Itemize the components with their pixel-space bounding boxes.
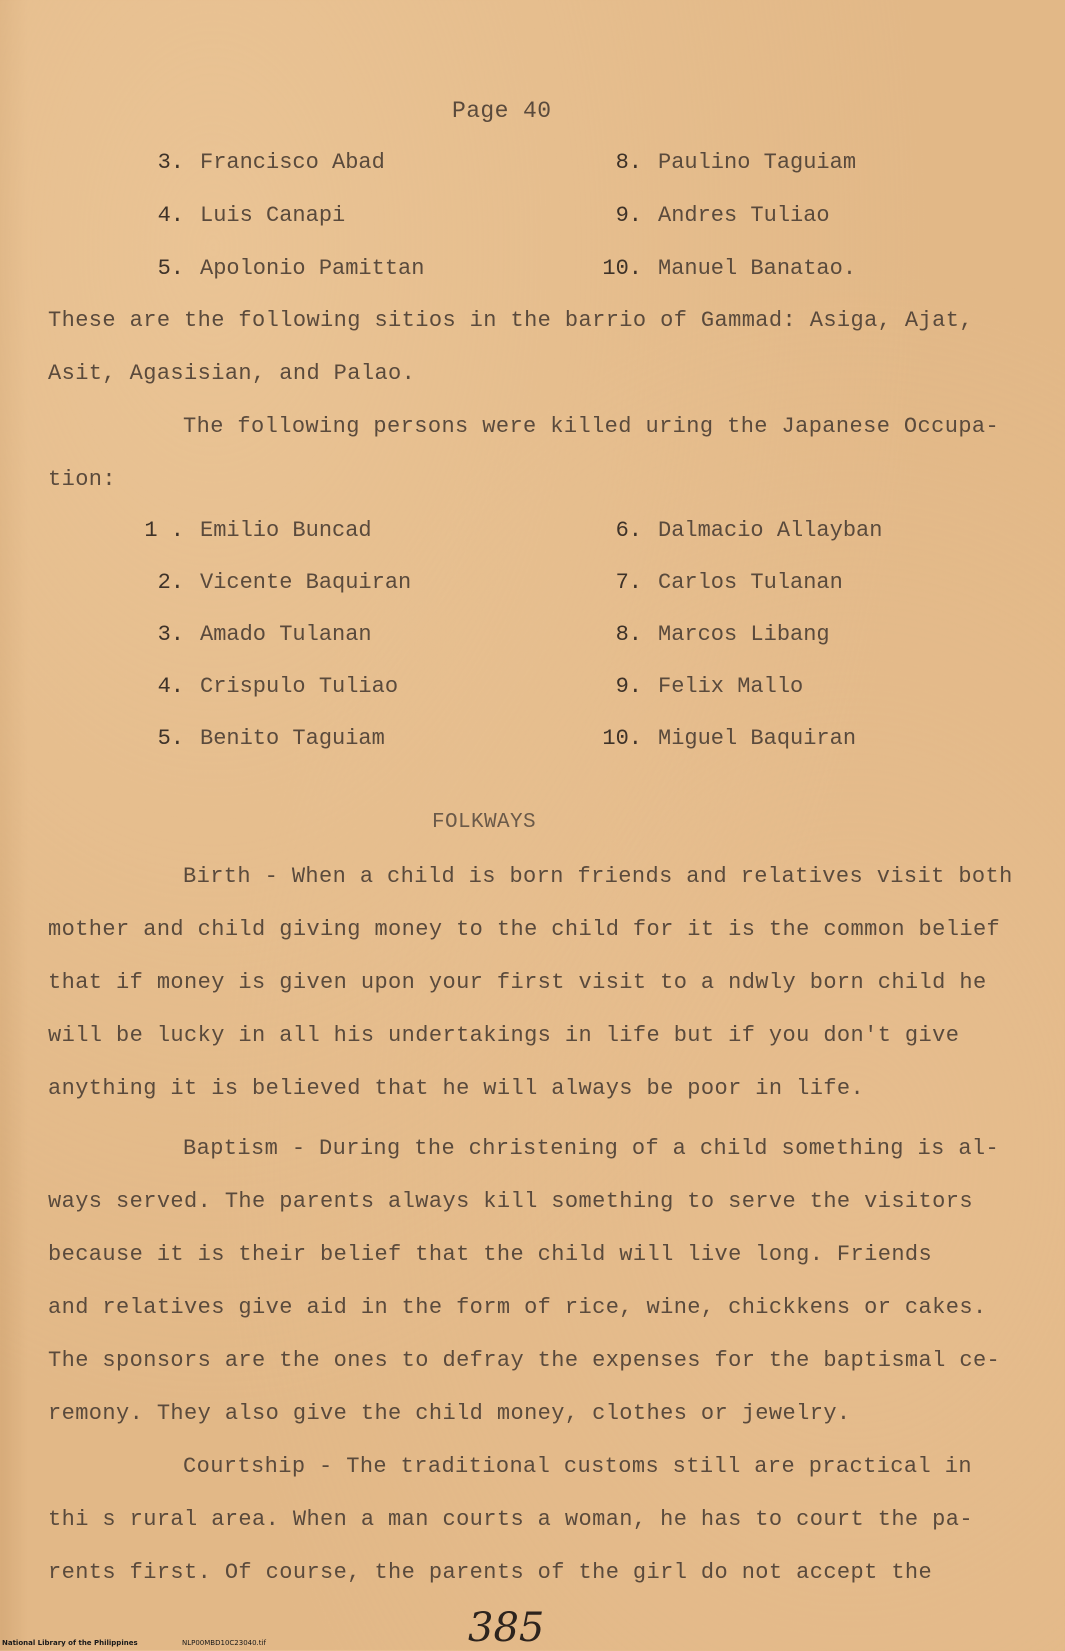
list-number: 3. — [157, 150, 184, 175]
list-item — [590, 622, 830, 647]
list-number: 6. — [615, 518, 642, 543]
paragraph-line: because it is their belief that the child will live long. Friends — [48, 1242, 933, 1267]
list-number: 9. — [615, 674, 642, 699]
paragraph-line: will be lucky in all his undertakings in life but if you don't give — [48, 1023, 960, 1048]
list-item — [590, 203, 830, 228]
page-header: Page 40 — [452, 98, 552, 124]
list-item — [132, 203, 345, 228]
handwritten-page-number: 385 — [468, 1605, 545, 1651]
list-item — [132, 674, 398, 699]
list-number: 5. — [157, 256, 184, 281]
paragraph-line: rents first. Of course, the parents of the girl do not accept the — [48, 1560, 933, 1585]
list-number: 3. — [157, 622, 184, 647]
person-name: Francisco Abad — [200, 150, 385, 175]
list-item — [590, 256, 856, 281]
list-item — [590, 674, 803, 699]
person-name: Emilio Buncad — [200, 518, 372, 543]
paragraph-line: The sponsors are the ones to defray the expenses for the baptismal ce- — [48, 1348, 1001, 1373]
paragraph-line: that if money is given upon your first visit to a ndwly born child he — [48, 970, 987, 995]
person-name: Apolonio Pamittan — [200, 256, 425, 281]
footer-file-id: NLP00MBD10C23040.tif — [182, 1639, 266, 1647]
list-number: 8. — [615, 622, 642, 647]
person-name: Dalmacio Allayban — [658, 518, 883, 543]
paragraph-line: These are the following sitios in the barrio of Gammad: Asiga, Ajat, — [48, 308, 973, 333]
list-number: 2. — [157, 570, 184, 595]
list-item — [132, 256, 424, 281]
paragraph-line: ways served. The parents always kill something to serve the visitors — [48, 1189, 973, 1214]
person-name: Paulino Taguiam — [658, 150, 857, 175]
person-name: Luis Canapi — [200, 203, 346, 228]
paragraph-line: Courtship - The traditional customs still are practical in — [183, 1454, 972, 1479]
person-name: Amado Tulanan — [200, 622, 372, 647]
paragraph-line: mother and child giving money to the child for it is the common belief — [48, 917, 1001, 942]
list-number: 8. — [615, 150, 642, 175]
list-item — [590, 518, 882, 543]
person-name: Andres Tuliao — [658, 203, 830, 228]
person-name: Miguel Baquiran — [658, 726, 857, 751]
person-name: Manuel Banatao. — [658, 256, 857, 281]
person-name: Crispulo Tuliao — [200, 674, 399, 699]
paragraph-line: and relatives give aid in the form of rice, wine, chickkens or cakes. — [48, 1295, 987, 1320]
list-item — [590, 726, 856, 751]
list-item — [590, 150, 856, 175]
person-name: Felix Mallo — [658, 674, 804, 699]
person-name: Marcos Libang — [658, 622, 830, 647]
list-item — [132, 726, 385, 751]
paragraph-line: Asit, Agasisian, and Palao. — [48, 361, 416, 386]
list-item — [132, 622, 372, 647]
paragraph-line: Baptism - During the christening of a child something is al- — [183, 1136, 1000, 1161]
person-name: Benito Taguiam — [200, 726, 385, 751]
paragraph-line: thi s rural area. When a man courts a woman, he has to court the pa- — [48, 1507, 973, 1532]
list-item — [132, 150, 385, 175]
list-number: 9. — [615, 203, 642, 228]
paragraph-line: tion: — [48, 467, 117, 492]
list-item — [590, 570, 843, 595]
list-item — [132, 570, 411, 595]
paragraph-line: The following persons were killed uring the Japanese Occupa- — [183, 414, 1000, 439]
section-heading: FOLKWAYS — [432, 811, 537, 834]
list-number: 5. — [157, 726, 184, 751]
paragraph-line: Birth - When a child is born friends and relatives visit both — [183, 864, 1013, 889]
list-number: 1 . — [144, 518, 184, 543]
person-name: Vicente Baquiran — [200, 570, 412, 595]
list-item — [132, 518, 372, 543]
person-name: Carlos Tulanan — [658, 570, 843, 595]
list-number: 4. — [157, 203, 184, 228]
list-number: 7. — [615, 570, 642, 595]
list-number: 10. — [602, 726, 642, 751]
footer-institution: National Library of the Philippines — [2, 1639, 138, 1647]
paragraph-line: remony. They also give the child money, clothes or jewelry. — [48, 1401, 851, 1426]
list-number: 10. — [602, 256, 642, 281]
list-number: 4. — [157, 674, 184, 699]
paragraph-line: anything it is believed that he will always be poor in life. — [48, 1076, 865, 1101]
